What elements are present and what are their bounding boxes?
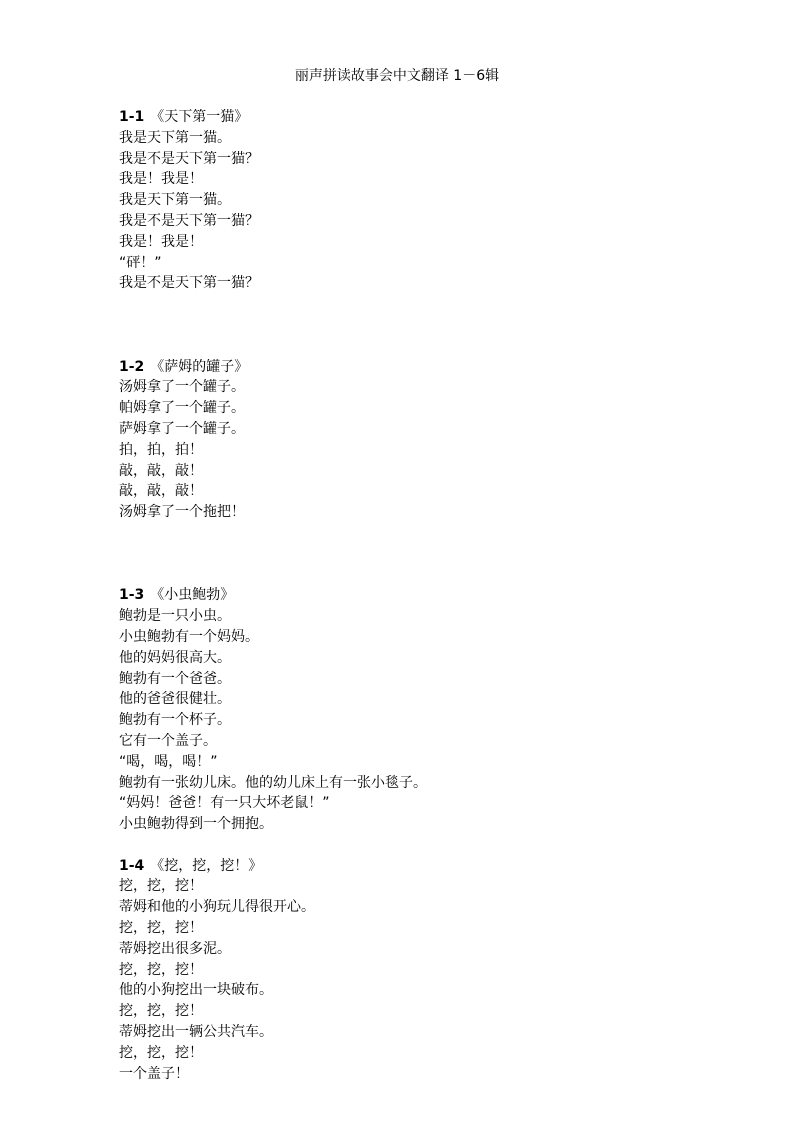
story-section [119,357,739,586]
story-line: 汤姆拿了一个罐子。 [119,379,245,396]
story-line: 小虫鲍勃得到一个拥抱。 [119,816,273,833]
story-line: 鲍勃有一张幼儿床。他的幼儿床上有一张小毯子。 [119,774,427,791]
section-number: 1-3 [119,587,145,604]
story-line: 蒂姆挖出很多泥。 [119,940,231,957]
story-line: 汤姆拿了一个拖把！ [119,504,245,521]
story-line: 我是天下第一猫。 [119,192,231,209]
story-line: 他的小狗挖出一块破布。 [119,982,273,999]
story-line: 挖，挖，挖！ [119,1044,203,1061]
document-body [119,107,739,1084]
section-name: 《挖，挖，挖！》 [150,857,263,874]
story-line: 挖，挖，挖！ [119,961,203,978]
story-line: 他的爸爸很健壮。 [119,691,231,708]
blank-line [119,544,739,565]
story-line: 帕姆拿了一个罐子。 [119,400,245,417]
story-line: 拍，拍，拍！ [119,441,203,458]
blank-line [119,565,739,586]
story-line: “喝，喝，喝！” [119,753,218,770]
story-line: “妈妈！爸爸！有一只大坏老鼠！” [119,795,330,812]
story-section [119,585,739,855]
story-line: 我是！我是！ [119,171,203,188]
section-number: 1-4 [119,857,145,874]
story-line: 挖，挖，挖！ [119,878,203,895]
section-name: 《萨姆的罐子》 [150,358,249,375]
section-title [119,585,739,606]
story-line: 我是天下第一猫。 [119,129,231,146]
story-line: 敲，敲，敲！ [119,483,203,500]
story-line: 敲，敲，敲！ [119,462,203,479]
section-title [119,856,739,877]
story-line: 鲍勃是一只小虫。 [119,608,231,625]
story-line: 它有一个盖子。 [119,732,217,749]
blank-line [119,294,739,315]
story-line: 萨姆拿了一个罐子。 [119,420,245,437]
story-line: 我是！我是！ [119,233,203,250]
story-line: 我是不是天下第一猫？ [119,150,259,167]
section-name: 《小虫鲍勃》 [150,587,235,604]
story-line: 我是不是天下第一猫？ [119,275,259,292]
story-line: 蒂姆和他的小狗玩儿得很开心。 [119,899,315,916]
page-title: 丽声拼读故事会中文翻译 1－6辑 [294,68,500,84]
blank-line [119,336,739,357]
section-title [119,107,739,128]
section-name: 《天下第一猫》 [150,109,249,125]
blank-line [119,835,739,856]
story-line: 鲍勃有一个杯子。 [119,712,231,729]
section-title [119,357,739,378]
section-number: 1-1 [119,109,145,125]
story-line: 我是不是天下第一猫？ [119,212,259,229]
blank-line [119,523,739,544]
story-line: 小虫鲍勃有一个妈妈。 [119,628,259,645]
section-number: 1-2 [119,358,145,375]
story-line: “砰！” [119,254,162,271]
story-line: 一个盖子！ [119,1065,189,1082]
story-line: 挖，挖，挖！ [119,920,203,937]
story-section [119,856,739,1085]
story-line: 挖，挖，挖！ [119,1003,203,1020]
story-line: 蒂姆挖出一辆公共汽车。 [119,1024,273,1041]
story-line: 鲍勃有一个爸爸。 [119,670,231,687]
story-section [119,107,739,357]
blank-line [119,315,739,336]
story-line: 他的妈妈很高大。 [119,649,231,666]
